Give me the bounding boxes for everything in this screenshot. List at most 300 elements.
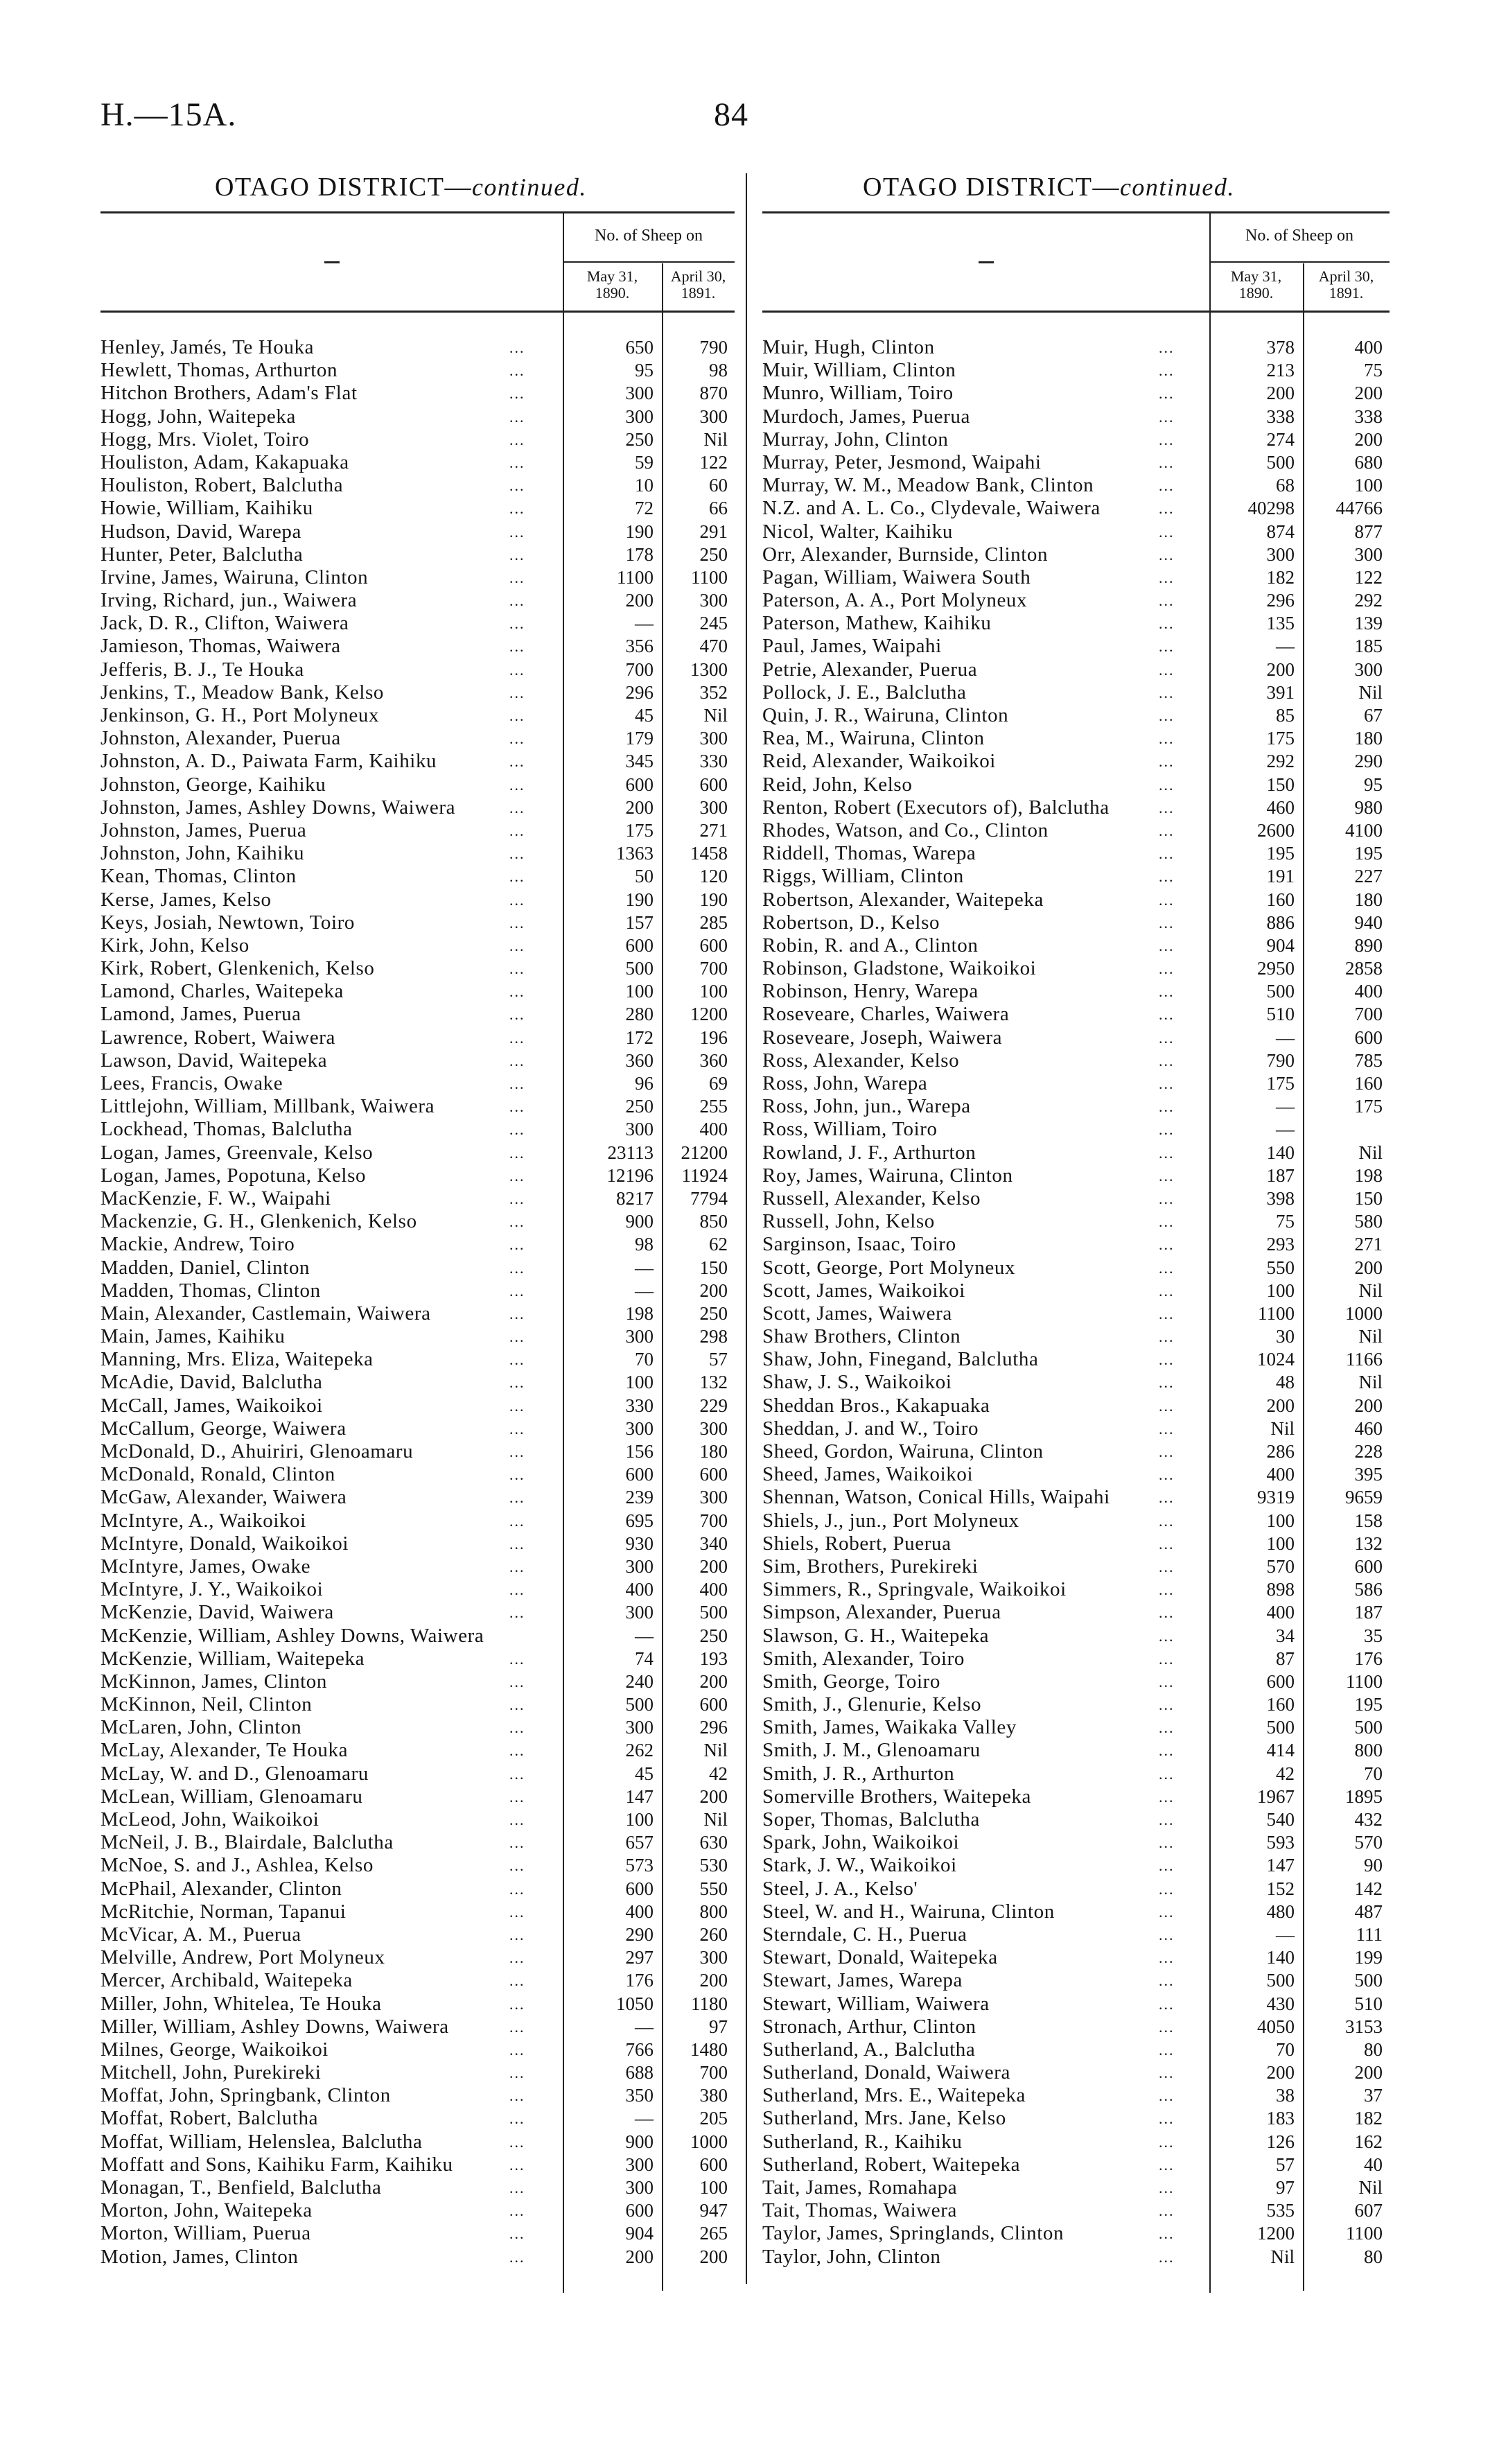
leader-dots: ... [1159,339,1175,356]
owner-name: Kerse, James, Kelso [100,888,272,911]
leader-dots: ... [509,592,525,610]
sheep-april-1891: 800 [699,1901,728,1922]
sheep-may-1890: 200 [1266,1395,1295,1416]
owner-name: Shiels, J., jun., Port Molyneux [762,1509,1019,1532]
sheep-may-1890: 45 [635,705,654,726]
sheep-april-1891: 200 [1354,1257,1383,1278]
owner-name: Lamond, Charles, Waitepeka [100,980,344,1003]
owner-name: Jamieson, Thomas, Waiwera [100,635,341,658]
owner-name: Moffat, John, Springbank, Clinton [100,2084,391,2107]
leader-dots: ... [1159,2225,1175,2243]
sheep-april-1891: 176 [1354,1648,1383,1669]
owner-name: Kean, Thomas, Clinton [100,865,297,888]
col-april-1891-header [662,268,735,302]
col-may-1890-header [1209,268,1303,302]
sheep-april-1891: 100 [699,2177,728,2198]
sheep-may-1890: 300 [625,1417,654,1439]
leader-dots: ... [1159,1282,1175,1300]
right-section-title [863,172,1235,202]
sheep-april-1891: 11924 [681,1164,728,1186]
sheep-april-1891: 290 [1354,751,1383,772]
sheep-april-1891: 947 [699,2200,728,2221]
table-row [762,774,1390,796]
right-title-main: OTAGO DISTRICT— [863,173,1120,202]
leader-dots: ... [1159,1075,1175,1092]
sheep-april-1891: 40 [1364,2153,1383,2175]
sheep-may-1890: 900 [625,1211,654,1232]
owner-name: Sutherland, Donald, Waiwera [762,2061,1011,2084]
sheep-may-1890: 140 [1266,1947,1295,1968]
leader-dots: ... [509,1995,525,2013]
header-line: April 30, [670,268,726,285]
table-row [100,1072,735,1095]
sheep-may-1890: 183 [1266,2108,1295,2129]
sheep-may-1890: 600 [625,1464,654,1485]
col-group-header: No. of Sheep on [595,227,703,245]
sheep-may-1890: 175 [1266,728,1295,749]
sheep-april-1891: 158 [1354,1510,1383,1531]
table-row [762,1510,1390,1532]
sheep-may-1890: 293 [1266,1234,1295,1255]
owner-name: Lockhead, Thomas, Balclutha [100,1118,353,1141]
table-row [100,1440,735,1463]
owner-name: Sutherland, R., Kaihiku [762,2130,963,2153]
table-row [100,727,735,750]
table-row [762,957,1390,980]
sheep-april-1891: 600 [699,1464,728,1485]
leader-dots: ... [1159,1604,1175,1622]
table-row [100,497,735,520]
table-row [762,2016,1390,2038]
sheep-may-1890: 175 [1266,1073,1295,1094]
sheep-april-1891: 2858 [1345,958,1383,979]
table-row [100,1532,735,1555]
sheep-may-1890: 600 [625,934,654,956]
sheep-april-1891: 100 [1354,475,1383,496]
leader-dots: ... [509,1581,525,1599]
sheep-april-1891: 122 [699,451,728,473]
sheep-may-1890: 600 [625,1878,654,1899]
sheep-april-1891: 187 [1354,1602,1383,1623]
sheep-april-1891: 510 [1354,1993,1383,2014]
page-number: 84 [714,96,748,133]
leader-dots: ... [509,753,525,771]
sheep-may-1890: 147 [1266,1855,1295,1876]
owner-name: Sutherland, Mrs. E., Waitepeka [762,2084,1026,2107]
sheep-may-1890: 72 [635,498,654,519]
sheep-may-1890: 904 [625,2223,654,2244]
sheep-april-1891: Nil [1358,1326,1383,1347]
owner-name: Riggs, William, Clinton [762,865,964,888]
sheep-april-1891: 271 [699,819,728,841]
sheep-april-1891: 432 [1354,1809,1383,1830]
owner-name: Murray, Peter, Jesmond, Waipahi [762,451,1042,473]
sheep-april-1891: 57 [709,1349,728,1370]
leader-dots: ... [509,1075,525,1092]
sheep-may-1890: 300 [625,405,654,427]
sheep-may-1890: 345 [625,751,654,772]
leader-dots: ... [1159,1443,1175,1460]
table-row [762,1049,1390,1072]
sheep-april-1891: 142 [1354,1878,1383,1899]
sheep-april-1891: 395 [1354,1464,1383,1485]
leader-dots: ... [509,730,525,748]
sheep-may-1890: 500 [625,958,654,979]
table-row [100,1831,735,1854]
sheep-may-1890: 338 [1266,405,1295,427]
sheep-april-1891: 296 [699,1717,728,1738]
sheep-april-1891: 1000 [1345,1302,1383,1324]
table-row [100,1142,735,1164]
owner-name: Sterndale, C. H., Puerua [762,1923,967,1946]
sheep-may-1890: 30 [1276,1326,1295,1347]
sheep-may-1890: 1363 [616,843,654,864]
sheep-april-1891: 200 [699,1970,728,1991]
table-row [100,842,735,865]
sheep-may-1890: 40298 [1247,498,1295,519]
leader-dots: ... [509,477,525,495]
table-row [762,382,1390,405]
table-row [762,704,1390,727]
owner-name: McAdie, David, Balclutha [100,1371,323,1394]
owner-name: McNeil, J. B., Blairdale, Balclutha [100,1831,394,1854]
left-section-title [215,172,587,202]
leader-dots: ... [1159,821,1175,839]
leader-dots: ... [509,1949,525,1967]
owner-name: Steel, J. A., Kelso' [762,1877,918,1900]
leader-dots: ... [509,1236,525,1254]
table-row [762,750,1390,773]
owner-name: Paterson, A. A., Port Molyneux [762,589,1028,612]
sheep-april-1891: 162 [1354,2131,1383,2152]
sheep-april-1891: 250 [699,543,728,565]
sheep-may-1890: 286 [1266,1441,1295,1462]
owner-name: Pagan, William, Waiwera South [762,566,1031,588]
sheep-may-1890: 8217 [616,1187,654,1209]
sheep-april-1891: 352 [699,681,728,703]
sheep-april-1891: 200 [699,2246,728,2267]
leader-dots: ... [509,1167,525,1185]
leader-dots: ... [1159,1351,1175,1369]
table-row [762,1648,1390,1670]
leader-dots: ... [1159,1696,1175,1714]
sheep-may-1890: 126 [1266,2131,1295,2152]
owner-name: Stark, J. W., Waikoikoi [762,1854,957,1877]
sheep-april-1891: 1100 [1346,1670,1383,1692]
owner-name: Somerville Brothers, Waitepeka [762,1785,1032,1808]
table-row [762,796,1390,819]
sheep-april-1891: 600 [1354,1555,1383,1577]
sheep-april-1891: 300 [699,590,728,611]
table-row [100,1578,735,1601]
table-row [100,934,735,957]
sheep-april-1891: 250 [699,1302,728,1324]
leader-dots: ... [509,1051,525,1069]
leader-dots: ... [509,1857,525,1875]
sheep-may-1890: 97 [1276,2177,1295,2198]
owner-name: McCallum, George, Waiwera [100,1417,347,1440]
table-row [762,2061,1390,2084]
sheep-may-1890: 573 [625,1855,654,1876]
sheep-april-1891: 790 [699,337,728,358]
owner-name: Mackenzie, G. H., Glenkenich, Kelso [100,1210,417,1233]
document-code: H.—15A. [100,96,237,133]
sheep-april-1891: 700 [699,2062,728,2083]
sheep-april-1891: 530 [699,1855,728,1876]
sheep-april-1891: 80 [1364,2038,1383,2060]
leader-dots: ... [1159,845,1175,863]
leader-dots: ... [509,430,525,448]
sheep-may-1890: 179 [625,728,654,749]
leader-dots: ... [1159,1419,1175,1438]
sheep-may-1890: 391 [1266,681,1295,703]
leader-dots: ... [509,776,525,794]
sheep-april-1891: 700 [1354,1004,1383,1025]
table-row [100,2107,735,2130]
owner-name: Stronach, Arthur, Clinton [762,2015,976,2038]
owner-name: McGaw, Alexander, Waiwera [100,1486,347,1509]
leader-dots: ... [1159,1236,1175,1254]
sheep-may-1890: 300 [625,1602,654,1623]
sheep-may-1890: 300 [625,1326,654,1347]
sheep-may-1890: 430 [1266,1993,1295,2014]
owner-name: McKenzie, William, Ashley Downs, Waiwera [100,1624,484,1647]
owner-name: Main, James, Kaihiku [100,1325,286,1348]
table-row [100,1118,735,1141]
sheep-april-1891: 245 [699,613,728,634]
owner-name: Kirk, Robert, Glenkenich, Kelso [100,957,375,980]
owner-name: Smith, J. M., Glenoamaru [762,1739,981,1762]
leader-dots: ... [1159,683,1175,701]
group-header-rule [1209,261,1390,263]
sheep-april-1891: 139 [1354,613,1383,634]
leader-dots: ... [1159,753,1175,771]
sheep-may-1890: — [635,2016,654,2037]
column-divider [746,173,747,2284]
sheep-april-1891: 300 [699,405,728,427]
owner-name: Sutherland, A., Balclutha [762,2038,976,2061]
owner-name: Robertson, Alexander, Waitepeka [762,888,1044,911]
leader-dots: ... [1159,661,1175,679]
sheep-may-1890: 59 [635,451,654,473]
table-row [762,1831,1390,1854]
sheep-april-1891: 1000 [690,2131,728,2152]
sheep-april-1891: 7794 [690,1187,728,1209]
sheep-may-1890: 2600 [1257,819,1295,841]
owner-name: Smith, J. R., Arthurton [762,1762,955,1785]
owner-name: Sutherland, Robert, Waitepeka [762,2153,1021,2176]
header-line: May 31, [586,268,638,285]
leader-dots: ... [509,1006,525,1024]
owner-name: Hudson, David, Warepa [100,520,301,543]
leader-dots: ... [509,1719,525,1737]
sheep-april-1891: 205 [699,2108,728,2129]
sheep-april-1891: 785 [1354,1049,1383,1071]
sheep-may-1890: 480 [1266,1901,1295,1922]
leader-dots: ... [509,453,525,471]
sheep-april-1891: 200 [1354,1395,1383,1416]
owner-name: McKenzie, David, Waiwera [100,1601,334,1624]
table-row [762,1440,1390,1463]
table-row [100,2199,735,2222]
table-row [762,1532,1390,1555]
sheep-april-1891: 400 [1354,337,1383,358]
table-row [100,865,735,888]
owner-name: Tait, James, Romahapa [762,2176,958,2199]
sheep-may-1890: 414 [1266,1740,1295,1761]
table-row [762,1993,1390,2016]
sheep-april-1891: 1100 [691,566,728,588]
owner-name: Scott, James, Waikoikoi [762,1279,965,1302]
sheep-april-1891: 400 [699,1119,728,1140]
table-row [100,704,735,727]
sheep-may-1890: 400 [1266,1464,1295,1485]
leader-dots: ... [509,568,525,586]
sheep-april-1891: Nil [1358,681,1383,703]
leader-dots: ... [1159,2202,1175,2220]
sheep-may-1890: 1100 [1258,1302,1295,1324]
sheep-april-1891: 132 [1354,1532,1383,1554]
owner-name: Manning, Mrs. Eliza, Waitepeka [100,1348,374,1371]
leader-dots: ... [509,523,525,541]
sheep-may-1890: 87 [1276,1648,1295,1669]
sheep-may-1890: 250 [625,1096,654,1117]
table-row [100,1095,735,1118]
sheep-may-1890: 135 [1266,613,1295,634]
sheep-april-1891: 111 [1356,1923,1383,1945]
sheep-may-1890: — [1276,1119,1295,1140]
table-body [762,336,1390,2269]
header-line: May 31, [1230,268,1282,285]
owner-name: Logan, James, Greenvale, Kelso [100,1141,374,1164]
leader-dots: ... [509,1397,525,1415]
leader-dots: ... [1159,568,1175,586]
leader-dots: ... [509,638,525,656]
sheep-april-1891: 228 [1354,1441,1383,1462]
sheep-may-1890: 160 [1266,1694,1295,1715]
sheep-may-1890: 74 [635,1648,654,1669]
leader-dots: ... [1159,2179,1175,2196]
leader-dots: ... [509,2248,525,2266]
header-line: 1890. [595,284,630,302]
table-row [762,842,1390,865]
owner-name: Shennan, Watson, Conical Hills, Waipahi [762,1486,1110,1509]
table-row [100,1026,735,1049]
owner-name: Renton, Robert (Executors of), Balclutha [762,796,1110,819]
owner-name: Logan, James, Popotuna, Kelso [100,1164,367,1187]
leader-dots: ... [509,1489,525,1507]
sheep-april-1891: 198 [1354,1164,1383,1186]
table-row [100,1210,735,1233]
sheep-may-1890: 898 [1266,1579,1295,1600]
sheep-april-1891: 200 [1354,383,1383,404]
leader-dots: ... [509,661,525,679]
leader-dots: ... [1159,1811,1175,1828]
sheep-april-1891: 193 [699,1648,728,1669]
leader-dots: ... [1159,1121,1175,1139]
sheep-april-1891: 300 [1354,543,1383,565]
owner-name: McNoe, S. and J., Ashlea, Kelso [100,1854,374,1877]
sheep-april-1891: 175 [1354,1096,1383,1117]
leader-dots: ... [1159,1535,1175,1553]
sheep-april-1891: 330 [699,751,728,772]
leader-dots: ... [509,1419,525,1438]
header-line: April 30, [1318,268,1374,285]
leader-dots: ... [509,1144,525,1162]
leader-dots: ... [509,339,525,356]
header-line: 1891. [681,284,716,302]
leader-dots: ... [509,707,525,724]
leader-dots: ... [509,960,525,978]
owner-name: Taylor, John, Clinton [762,2245,941,2268]
table-row [762,1601,1390,1624]
leader-dots: ... [1159,1788,1175,1806]
leader-dots: ... [509,2225,525,2243]
leader-dots: ... [1159,1167,1175,1185]
sheep-may-1890: 23113 [607,1142,654,1163]
sheep-april-1891: 44766 [1335,498,1383,519]
leader-dots: ... [1159,592,1175,610]
owner-name: Smith, George, Toiro [762,1670,940,1693]
table-row [762,451,1390,474]
owner-name: Murray, W. M., Meadow Bank, Clinton [762,474,1094,497]
owner-name: Shaw, John, Finegand, Balclutha [762,1348,1039,1371]
sheep-may-1890: 195 [1266,843,1295,864]
sheep-april-1891: 229 [699,1395,728,1416]
leader-dots: ... [1159,1581,1175,1599]
table-row [100,1969,735,1992]
sheep-april-1891: 1166 [1346,1349,1383,1370]
owner-name: Lawrence, Robert, Waiwera [100,1026,336,1049]
sheep-may-1890: 593 [1266,1832,1295,1853]
sheep-april-1891: 285 [699,911,728,933]
owner-name: Littlejohn, William, Millbank, Waiwera [100,1095,435,1118]
leader-dots: ... [509,1029,525,1047]
table-row [762,1371,1390,1394]
leader-dots: ... [1159,477,1175,495]
table-row [762,1486,1390,1509]
leader-dots: ... [1159,523,1175,541]
sheep-april-1891: 877 [1354,521,1383,542]
sheep-may-1890: 100 [1266,1532,1295,1554]
leader-dots: ... [509,1742,525,1760]
owner-name: Simmers, R., Springvale, Waikoikoi [762,1578,1067,1601]
owner-name: Johnston, John, Kaihiku [100,842,305,865]
table-row [100,1371,735,1394]
sheep-may-1890: 300 [625,1717,654,1738]
sheep-may-1890: 650 [625,337,654,358]
table-row [762,2084,1390,2107]
owner-name: Scott, George, Port Molyneux [762,1256,1016,1279]
table-row [762,1578,1390,1601]
owner-name: Morton, William, Puerua [100,2222,311,2245]
leader-dots: ... [509,1443,525,1460]
owner-name: Murray, John, Clinton [762,428,949,451]
table-row [762,359,1390,382]
leader-dots: ... [509,798,525,816]
owner-name: McIntyre, J. Y., Waikoikoi [100,1578,324,1601]
sheep-april-1891: 70 [1364,1763,1383,1784]
sheep-may-1890: 500 [1266,1717,1295,1738]
sheep-april-1891: 196 [699,1026,728,1048]
sheep-may-1890: 160 [1266,889,1295,910]
owner-name: Houliston, Robert, Balclutha [100,474,344,497]
sheep-may-1890: 280 [625,1004,654,1025]
sheep-april-1891: 980 [1354,796,1383,818]
table-row [100,1878,735,1901]
table-row [100,1348,735,1371]
owner-name: Irving, Richard, jun., Waiwera [100,589,358,612]
